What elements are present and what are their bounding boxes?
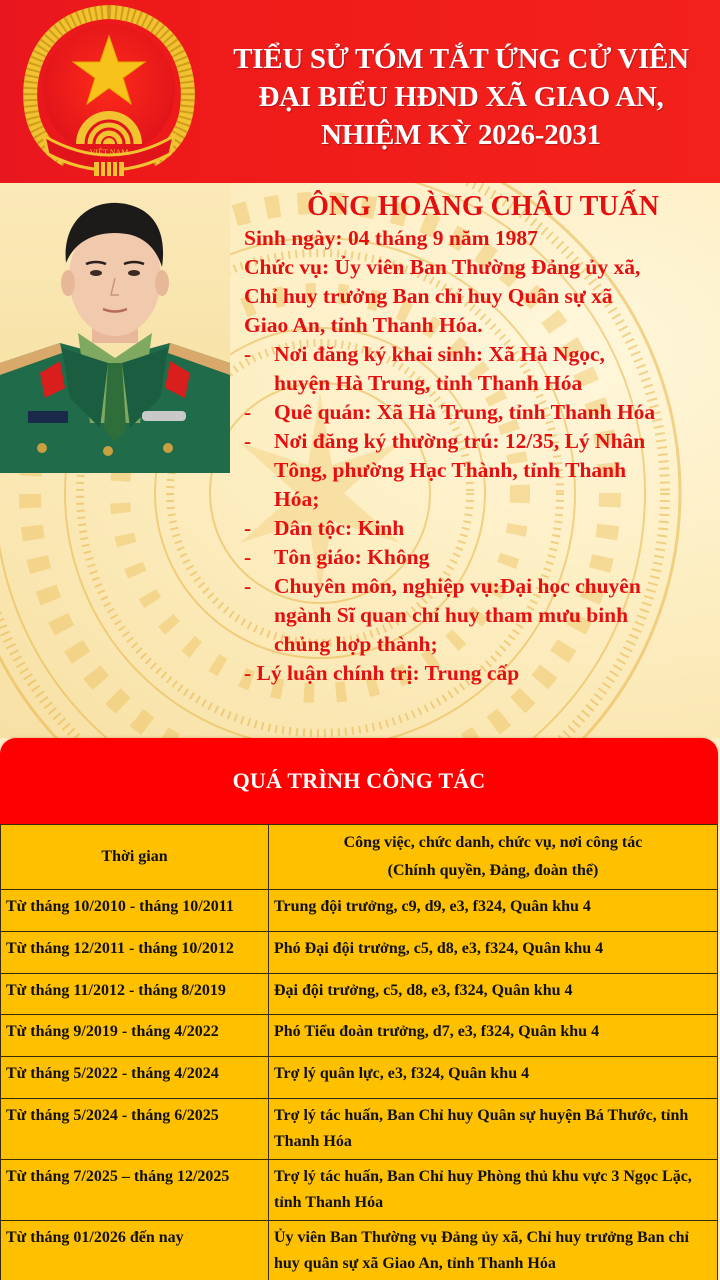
bullet-dash: -	[244, 400, 252, 424]
title-line-2: ĐẠI BIỂU HĐND XÃ GIAO AN,	[258, 81, 664, 113]
row-job: Trợ lý quân lực, e3, f324, Quân khu 4	[269, 1057, 718, 1099]
header-job	[269, 825, 718, 890]
row-time: Từ tháng 5/2024 - tháng 6/2025	[1, 1099, 269, 1160]
position-line-1: Chức vụ: Ủy viên Ban Thường Đảng ủy xã,	[244, 255, 641, 279]
table-row	[1, 1057, 718, 1099]
row-job: Ủy viên Ban Thường vụ Đảng ủy xã, Chỉ huy trưởng Ban chỉ huy quân sự xã Giao An, tỉnh Thanh Hóa	[269, 1221, 718, 1280]
title-line-1: TIỂU SỬ TÓM TẮT ỨNG CỬ VIÊN	[233, 43, 689, 75]
title-line-3: NHIỆM KỲ 2026-2031	[321, 119, 601, 151]
bullet-dash: -	[244, 516, 252, 540]
table-row	[1, 1099, 718, 1160]
bullet-dash: -	[244, 429, 252, 453]
national-emblem-icon	[14, 4, 204, 182]
row-time: Từ tháng 12/2011 - tháng 10/2012	[1, 932, 269, 974]
detail-text: Chuyên môn, nghiệp vụ:Đại học chuyên	[274, 574, 641, 598]
header-banner	[0, 0, 720, 183]
detail-text: Quê quán: Xã Hà Trung, tỉnh Thanh Hóa	[274, 400, 656, 424]
row-job: Trợ lý tác huấn, Ban Chỉ huy Quân sự huyện Bá Thước, tỉnh Thanh Hóa	[269, 1099, 718, 1160]
detail-permanent-residence	[244, 427, 714, 514]
header-time: Thời gian	[1, 825, 269, 890]
table-row	[1, 1160, 718, 1221]
political-theory: - Lý luận chính trị: Trung cấp	[244, 661, 520, 685]
table-row	[1, 1015, 718, 1057]
row-job: Đại đội trưởng, c5, d8, e3, f324, Quân khu 4	[269, 974, 718, 1015]
emblem-ribbon-text: VIỆT NAM	[89, 148, 129, 157]
row-job: Trung đội trưởng, c9, d9, e3, f324, Quân khu 4	[269, 890, 718, 932]
page-title	[214, 40, 708, 154]
career-section-banner	[0, 738, 718, 824]
detail-text: chủng hợp thành;	[274, 632, 438, 656]
detail-text: Nơi đăng ký khai sinh: Xã Hà Ngọc,	[274, 342, 605, 366]
row-time: Từ tháng 10/2010 - tháng 10/2011	[1, 890, 269, 932]
position-line-3: Giao An, tỉnh Thanh Hóa.	[244, 313, 483, 337]
bullet-dash: -	[244, 574, 252, 598]
detail-birth-registration	[244, 340, 714, 398]
candidate-bio	[244, 190, 714, 688]
portrait-icon	[0, 183, 230, 473]
detail-text: Nơi đăng ký thường trú: 12/35, Lý Nhân	[274, 429, 646, 453]
row-time: Từ tháng 11/2012 - tháng 8/2019	[1, 974, 269, 1015]
detail-text: huyện Hà Trung, tỉnh Thanh Hóa	[274, 371, 583, 395]
birth-date: Sinh ngày: 04 tháng 9 năm 1987	[244, 226, 538, 250]
position-line-2: Chỉ huy trưởng Ban chỉ huy Quân sự xã	[244, 284, 613, 308]
bullet-dash: -	[244, 342, 252, 366]
detail-text: ngành Sĩ quan chỉ huy tham mưu binh	[274, 603, 629, 627]
header-job-line-2: (Chính quyền, Đảng, đoàn thể)	[387, 862, 599, 879]
header-job-line-1: Công việc, chức danh, chức vụ, nơi công tác	[343, 834, 643, 851]
row-time: Từ tháng 5/2022 - tháng 4/2024	[1, 1057, 269, 1099]
row-job: Trợ lý tác huấn, Ban Chỉ huy Phòng thủ khu vực 3 Ngọc Lặc, tỉnh Thanh Hóa	[269, 1160, 718, 1221]
detail-text: Tông, phường Hạc Thành, tỉnh Thanh	[274, 458, 627, 482]
career-section-title: QUÁ TRÌNH CÔNG TÁC	[232, 768, 486, 793]
detail-religion	[244, 543, 714, 572]
table-row	[1, 932, 718, 974]
candidate-photo	[0, 183, 230, 473]
career-table	[0, 824, 718, 1280]
table-row	[1, 974, 718, 1015]
candidate-name: ÔNG HOÀNG CHÂU TUẤN	[307, 191, 659, 222]
table-row	[1, 1221, 718, 1280]
detail-profession	[244, 572, 714, 659]
row-time: Từ tháng 7/2025 – tháng 12/2025	[1, 1160, 269, 1221]
detail-text: Tôn giáo: Không	[274, 545, 430, 569]
row-time: Từ tháng 9/2019 - tháng 4/2022	[1, 1015, 269, 1057]
bullet-dash: -	[244, 545, 252, 569]
table-header-row	[1, 825, 718, 890]
row-job: Phó Đại đội trưởng, c5, d8, e3, f324, Quân khu 4	[269, 932, 718, 974]
detail-ethnicity	[244, 514, 714, 543]
detail-text: Dân tộc: Kinh	[274, 516, 405, 540]
row-job: Phó Tiểu đoàn trưởng, d7, e3, f324, Quân khu 4	[269, 1015, 718, 1057]
detail-hometown	[244, 398, 714, 427]
row-time: Từ tháng 01/2026 đến nay	[1, 1221, 269, 1280]
table-row	[1, 890, 718, 932]
detail-text: Hóa;	[274, 487, 320, 511]
